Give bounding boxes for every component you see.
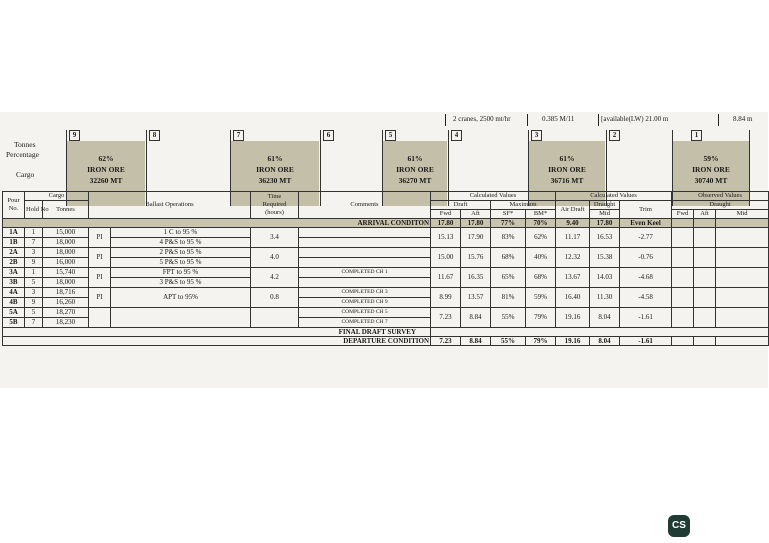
observed-values-header: Observed Values (672, 192, 769, 201)
cranes-text: 2 cranes, 2500 mt/hr (453, 115, 511, 123)
hold-number: 9 (69, 130, 80, 141)
draft-header: Draft (431, 201, 491, 210)
table-row: 4A 3 18,716 PI APT to 95% 0.8 COMPLETED CH 3 8.99 13.57 81% 59% 16.40 11.30 -4.58 (3, 288, 769, 298)
hold-number: 7 (233, 130, 244, 141)
hold-number: 1 (691, 130, 702, 141)
hold-number: 6 (323, 130, 334, 141)
calc-values-header: Calculated Values (431, 192, 556, 201)
ballast-header: Ballast Operations (89, 192, 251, 219)
arrival-row: ARRIVAL CONDITON 17.80 17.80 77% 70% 9.40 17.80 Even Keel (3, 219, 769, 228)
cargo-header: Cargo (25, 192, 89, 201)
fwd-header: Fwd (431, 210, 461, 219)
final-draft-label: FINAL DRAFT SURVEY (3, 328, 431, 337)
hold-number: 4 (451, 130, 462, 141)
trim-header: Trim (620, 201, 672, 219)
hold-number: 3 (531, 130, 542, 141)
value2-text: 8.84 m (733, 115, 753, 123)
sf-header: SF* (491, 210, 526, 219)
departure-row: DEPARTURE CONDITION 7.23 8.84 55% 79% 19.16 8.04 -1.61 (3, 337, 769, 346)
table-row: 2A 3 18,000 PI 2 P&S to 95 % 4.0 15.00 15.76 68% 40% 12.32 15.38 -0.76 (3, 248, 769, 258)
mid-header: Mid (590, 210, 620, 219)
table-row: 4B 9 16,260 COMPLETED CH 9 (3, 298, 769, 308)
loading-table (2, 191, 769, 346)
top-strip (0, 112, 768, 130)
hold-number: 8 (149, 130, 160, 141)
table-row: 5B 7 18,230 COMPLETED CH 7 (3, 318, 769, 328)
obs-fwd-header: Fwd (672, 210, 694, 219)
hold-cargo: 62% IRON ORE 32260 MT (67, 141, 145, 206)
available-text: [available(LW) 21.00 m (601, 115, 669, 123)
departure-label: DEPARTURE CONDITION (3, 337, 431, 346)
value-text: 0.385 M/11 (542, 115, 575, 123)
hold-number: 5 (385, 130, 396, 141)
time-header: Time Required (hours) (251, 192, 299, 219)
air-draft-header: Air Draft (556, 201, 590, 219)
pour-header: Pour No. (3, 192, 25, 219)
hold-cargo: 61% IRON ORE 36716 MT (529, 141, 605, 206)
table-row: 3A 1 15,740 PI FPT to 95 % 4.2 COMPLETED CH 1 11.67 16.35 65% 68% 13.67 14.03 -4.68 (3, 268, 769, 278)
calc-values-header-2: Calculated Values (556, 192, 672, 201)
hold-cargo: 61% IRON ORE 36230 MT (231, 141, 319, 206)
hold-cargo: 61% IRON ORE 36270 MT (383, 141, 447, 206)
header-row-1 (3, 192, 769, 201)
bm-header: BM* (526, 210, 556, 219)
table-row: 2B 9 16,000 5 P&S to 95 % (3, 258, 769, 268)
camscanner-logo-icon: CS (668, 515, 690, 537)
table-row: 1B 7 18,000 4 P&S to 95 % (3, 238, 769, 248)
hold-no-header: Hold No (25, 201, 43, 219)
table-row: 1A 1 15,000 PI 1 C to 95 % 3.4 15.13 17.90 83% 62% 11.17 16.53 -2.77 (3, 228, 769, 238)
tonnes-header: Tonnes (43, 201, 89, 219)
tonnes-label: Tonnes (14, 140, 36, 149)
table-row: 3B 5 18,000 3 P&S to 95 % (3, 278, 769, 288)
maximum-header: Maximum (491, 201, 556, 210)
percentage-label: Percentage (6, 150, 39, 159)
final-draft-row (3, 328, 769, 337)
loading-plan-document (0, 112, 768, 388)
cargo-label: Cargo (16, 170, 35, 179)
comments-header: Comments (299, 192, 431, 219)
arrival-label: ARRIVAL CONDITON (3, 219, 431, 228)
obs-mid-header: Mid (716, 210, 769, 219)
aft-header: Aft (461, 210, 491, 219)
hold-number: 2 (609, 130, 620, 141)
draught-header: Draught (590, 201, 620, 210)
obs-draught-header: Draught (672, 201, 769, 210)
obs-aft-header: Aft (694, 210, 716, 219)
hold-cargo: 59% IRON ORE 30740 MT (673, 141, 749, 206)
table-row: 5A 5 18,270 COMPLETED CH 5 7.23 8.84 55% 79% 19.16 8.04 -1.61 (3, 308, 769, 318)
